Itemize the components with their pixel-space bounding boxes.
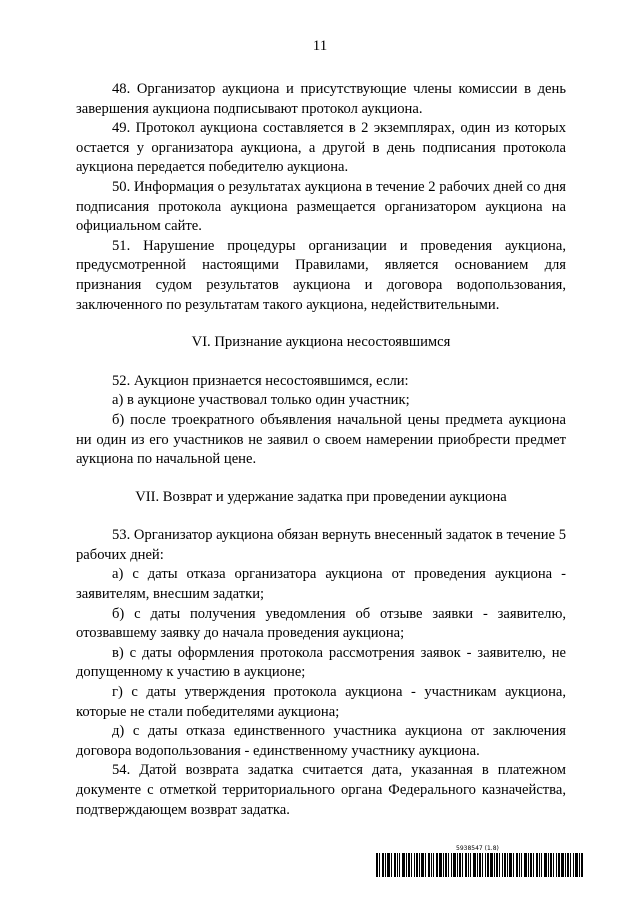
- paragraph-53-d: д) с даты отказа единственного участника аукциона от заключения договора водопользования - единственному участнику аукциона.: [76, 723, 566, 759]
- paragraph-53-b: б) с даты получения уведомления об отзыве заявки - заявителю, отозвавшему заявку до начала проведения аукциона;: [76, 605, 566, 642]
- paragraph-52: 52. Аукцион признается несостоявшимся, если:: [112, 372, 409, 389]
- section-vi-heading: VI. Признание аукциона несостоявшимся: [191, 334, 451, 351]
- paragraph-52-b: б) после троекратного объявления начальной цены предмета аукциона ни один из его участников не заявил о своем намерении приобрести предмет аукциона по начальной цене.: [76, 411, 566, 468]
- document-body: [76, 80, 566, 820]
- section-vii-heading: VII. Возврат и удержание задатка при проведении аукциона: [135, 488, 507, 505]
- paragraph-50: 50. Информация о результатах аукциона в течение 2 рабочих дней со дня подписания протокола аукциона размещается организатором аукциона на официальном сайте.: [76, 178, 566, 235]
- paragraph-53-g: г) с даты утверждения протокола аукциона - участникам аукциона, которые не стали победителями аукциона;: [76, 684, 566, 720]
- paragraph-54: 54. Датой возврата задатка считается дата, указанная в платежном документе с отметкой территориального органа Федерального казначейства, подтверждающем возврат задатка.: [76, 762, 566, 818]
- paragraph-53: 53. Организатор аукциона обязан вернуть внесенный задаток в течение 5 рабочих дней:: [76, 527, 566, 563]
- paragraph-53-a: а) с даты отказа организатора аукциона от проведения аукциона - заявителям, внесшим задатки;: [76, 566, 566, 603]
- paragraph-53-v: в) с даты оформления протокола рассмотрения заявок - заявителю, не допущенному к участию в аукционе;: [76, 644, 566, 681]
- paragraph-51: 51. Нарушение процедуры организации и проведения аукциона, предусмотренной настоящими Правилами, является основанием для признания судом результатов аукциона и договора водопользования, заключенного по результатам такого аукциона, недействительными.: [76, 237, 566, 313]
- page-number: 11: [312, 38, 328, 54]
- paragraph-48: 48. Организатор аукциона и присутствующие члены комиссии в день завершения аукциона подписывают протокол аукциона.: [76, 81, 566, 117]
- paragraph-49: 49. Протокол аукциона составляется в 2 экземплярах, один из которых остается у организатора аукциона, а другой в день подписания протокола аукциона передается победителю аукциона.: [76, 120, 566, 176]
- barcode-image: [376, 853, 583, 877]
- document-code: 5938547 (1.8): [456, 845, 499, 852]
- paragraph-52-a: а) в аукционе участвовал только один участник;: [112, 392, 410, 409]
